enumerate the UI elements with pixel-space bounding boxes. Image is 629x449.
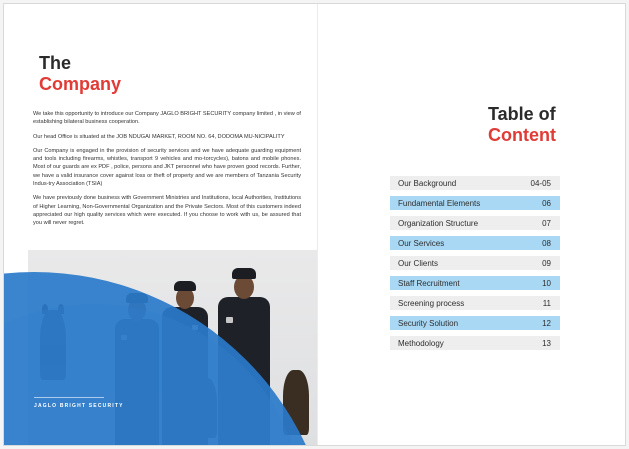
toc-item-page: 11 (542, 298, 551, 308)
toc-item-label: Staff Recruitment (398, 278, 460, 288)
toc-item[interactable] (390, 176, 560, 190)
footer-brand: JAGLO BRIGHT SECURITY (34, 403, 124, 409)
company-description (33, 110, 301, 234)
services-paragraph: Our Company is engaged in the provision of security services and we have adequate guarding equipment and tools including firearms, whistles, transport 9 vehicles and mo-torcycles), batons and mobile phones. Most of our guards are ex PDF , police, persons and JKT personnel who have proven good records. Further, we have a valid insurance cover against loss or theft of property and we are members of Tanzania Security Indus-try Association (TSIA) (33, 147, 301, 188)
page-fold (317, 4, 318, 445)
toc-item[interactable] (390, 316, 560, 330)
toc-item[interactable] (390, 196, 560, 210)
toc-item-label: Our Background (398, 178, 457, 188)
toc-item[interactable] (390, 296, 560, 310)
company-title-line1: The (39, 53, 72, 73)
toc-item-label: Methodology (398, 338, 444, 348)
brochure-spread (3, 3, 626, 446)
toc-title (488, 105, 556, 144)
toc-item[interactable] (390, 236, 560, 250)
toc-item-page: 13 (542, 338, 551, 348)
toc-item-page: 04-05 (530, 178, 551, 188)
toc-item-label: Security Solution (398, 318, 459, 328)
clients-paragraph: We have previously done business with Government Ministries and Institutions, local Authorities, Institutions of Higher Learning, Non-Governmental Organization and the Private Sectors. Most of this customers indeed appreciated our high quality services which were executed. If you choose to work with us, be assured that you will never regret. (33, 195, 301, 227)
toc-item-page: 08 (542, 238, 551, 248)
toc-item-page: 12 (542, 318, 551, 328)
table-of-contents (390, 176, 560, 356)
toc-item[interactable] (390, 336, 560, 350)
toc-item-page: 07 (542, 218, 551, 228)
toc-item-page: 10 (542, 278, 551, 288)
toc-title-line1: Table of (488, 104, 556, 124)
toc-item-label: Our Services (398, 238, 445, 248)
office-paragraph: Our head Office is situated at the JOB NDUGAI MARKET, ROOM NO. 64, DODOMA MU-NICIPALITY (33, 133, 285, 140)
intro-paragraph: We take this opportunity to introduce our Company JAGLO BRIGHT SECURITY company limited , in view of establishing bilateral business cooperation. (33, 111, 301, 126)
toc-item-label: Our Clients (398, 258, 439, 268)
toc-item[interactable] (390, 276, 560, 290)
toc-item-page: 09 (542, 258, 551, 268)
toc-title-line2: Content (488, 125, 556, 145)
toc-item[interactable] (390, 216, 560, 230)
toc-item-label: Organization Structure (398, 218, 479, 228)
company-title (39, 54, 121, 93)
toc-item-page: 06 (542, 198, 551, 208)
toc-item[interactable] (390, 256, 560, 270)
toc-item-label: Fundamental Elements (398, 198, 481, 208)
company-title-line2: Company (39, 74, 122, 94)
footer-divider (34, 397, 104, 398)
toc-item-label: Screening process (398, 298, 465, 308)
